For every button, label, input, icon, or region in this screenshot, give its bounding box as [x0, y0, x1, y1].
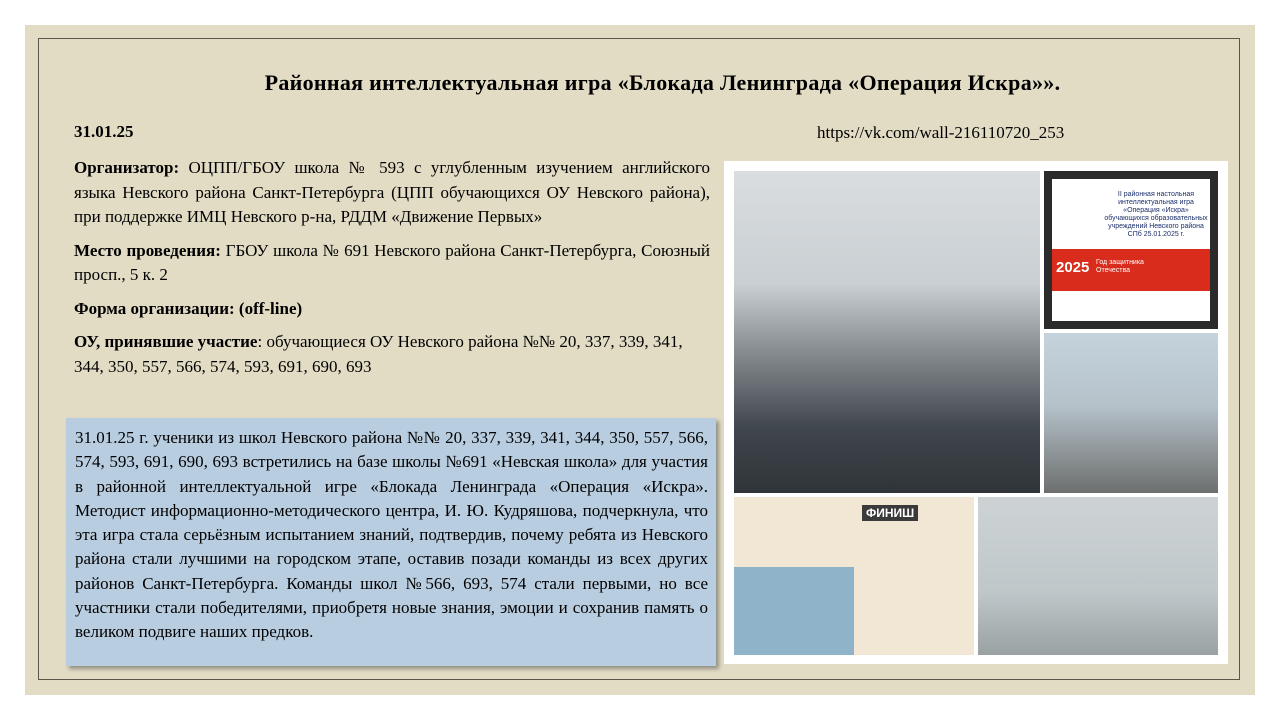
classroom-photo	[734, 171, 1040, 493]
organizer-label: Организатор:	[74, 158, 180, 177]
venue-label: Место проведения:	[74, 240, 221, 260]
year-label: 2025	[1056, 259, 1090, 276]
presentation-slide-text: II районная настольная интеллектуальная игра «Операция «Искра» обучающихся образовательных учреждений Невского района СПб 25.01.2025 г.	[1104, 191, 1208, 238]
event-date: 31.01.25	[74, 122, 134, 141]
map-water	[734, 567, 854, 655]
organizer-text: ОЦПП/ГБОУ школа № 593 с углубленным изучением английского языка Невского района Санкт-Петербурга (ЦПП обучающихся ОУ Невского района), при поддержке ИМЦ Невского р-на, РДДМ «Движение Первых»	[74, 158, 710, 226]
format-label: Форма организации: (off-line)	[74, 298, 303, 318]
vk-link[interactable]: https://vk.com/wall-216110720_253	[817, 123, 1065, 142]
participants-text: : обучающиеся ОУ Невского района №№ 20, 337, 339, 341, 344, 350, 557, 566, 574, 593, 691, 690, 693	[74, 332, 683, 376]
photo-collage	[724, 161, 1228, 664]
event-details	[74, 156, 710, 388]
venue-paragraph	[74, 239, 710, 288]
page-title: Районная интеллектуальная игра «Блокада Ленинграда «Операция Искра»».	[264, 70, 1061, 95]
participants-label: ОУ, принявшие участие	[74, 332, 258, 351]
presentation-screen-photo	[1044, 171, 1218, 329]
participants-paragraph	[74, 330, 710, 379]
year-subtitle: Год защитника Отечества	[1096, 259, 1144, 274]
game-board-photo	[734, 497, 974, 655]
presentation-slide	[1052, 179, 1210, 321]
format-paragraph	[74, 297, 710, 322]
summary-box	[66, 418, 716, 666]
finish-label: ФИНИШ	[862, 505, 918, 521]
organizer-paragraph	[74, 156, 710, 230]
venue-text: ГБОУ школа № 691 Невского района Санкт-Петербурга, Союзный просп., 5 к. 2	[74, 240, 710, 284]
speaker-photo	[978, 497, 1218, 655]
summary-text: 31.01.25 г. ученики из школ Невского района №№ 20, 337, 339, 341, 344, 350, 557, 566, 574, 593, 691, 690, 693 встретились на базе школы №691 «Невская школа» для участия в районной интеллектуальной игре «Блокада Ленинграда «Операция «Искра». Методист информационно-методического центра, И. Ю. Кудряшова, подчеркнула, что эта игра стала серьёзным испытанием знаний, подтвердив, почему ребята из Невского района стали лучшими на городском этапе, оставив позади команды из всех других районов Санкт-Петербурга. Команды школ №566, 693, 574 стали первыми, но все участники стали победителями, приобретя новые знания, эмоции и сохранив память о великом подвиге наших предков.	[75, 428, 708, 642]
students-table-photo	[1044, 333, 1218, 493]
